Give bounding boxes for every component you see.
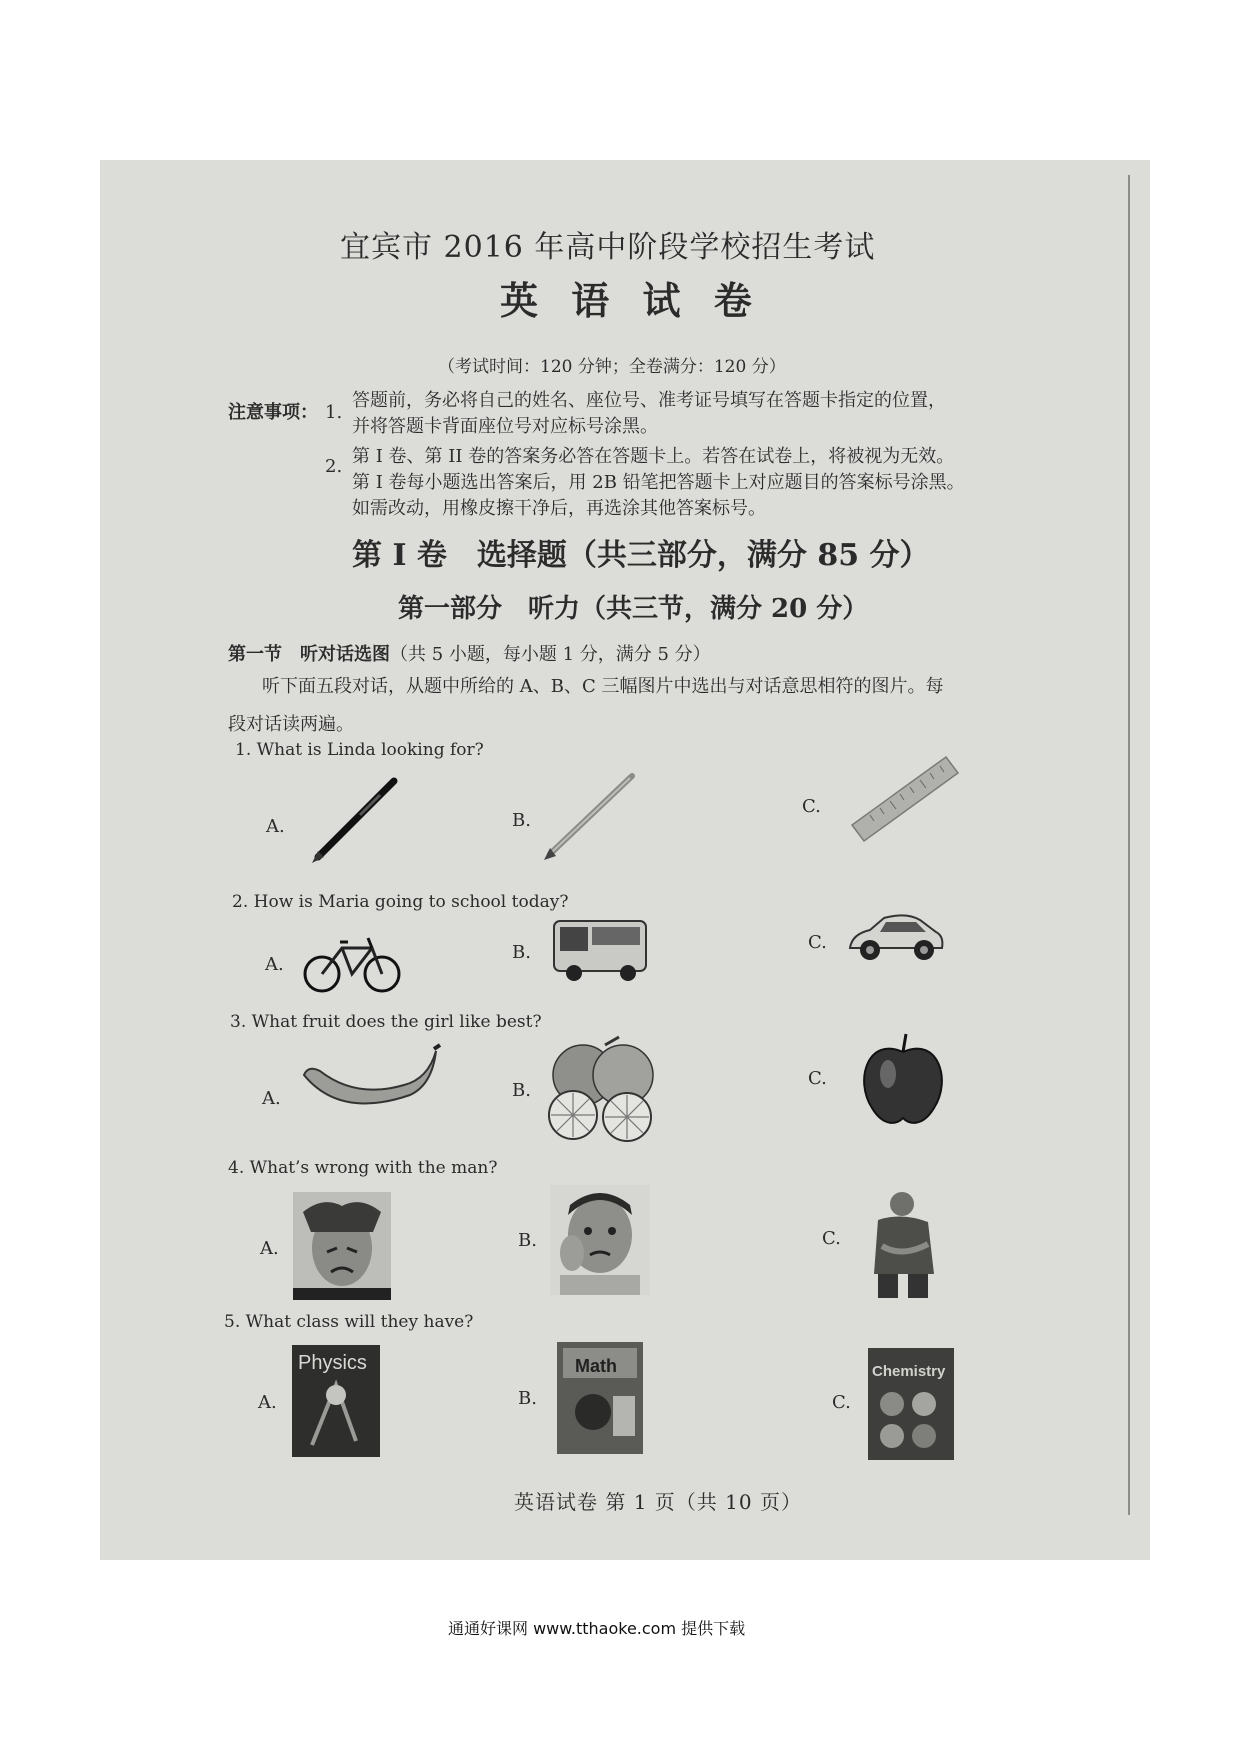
exam-title: 宜宾市 2016 年高中阶段学校招生考试 <box>340 230 876 265</box>
notes-item2-line1: 第 I 卷、第 II 卷的答案务必答在答题卡上。若答在试卷上，将被视为无效。 <box>352 446 955 467</box>
physics-book-icon <box>292 1345 380 1457</box>
oranges-icon <box>545 1035 660 1145</box>
bicycle-icon <box>302 930 402 995</box>
part-title: 第 I 卷 选择题（共三部分，满分 85 分） <box>352 538 930 573</box>
book-title: Chemistry <box>872 1363 946 1380</box>
question-1 <box>235 740 484 760</box>
question-number: 2. <box>232 892 249 912</box>
subject-title: 英 语 试 卷 <box>500 278 762 323</box>
download-note: 通通好课网 www.tthaoke.com 提供下载 <box>448 1619 746 1638</box>
option-label: C. <box>832 1392 851 1413</box>
option-label: A. <box>266 816 285 837</box>
option-label: C. <box>808 1068 827 1089</box>
question-number: 4. <box>228 1158 245 1178</box>
option-label: C. <box>808 932 827 953</box>
instruction-line2: 段对话读两遍。 <box>228 714 354 735</box>
subsection-title: 第一节 听对话选图 <box>228 644 390 665</box>
option-label: C. <box>822 1228 841 1249</box>
question-text: What class will they have? <box>245 1312 474 1332</box>
car-icon <box>846 908 946 968</box>
question-text: How is Maria going to school today? <box>253 892 569 912</box>
book-title: Math <box>575 1356 617 1376</box>
toothache-man-icon <box>550 1185 650 1295</box>
exam-info: （考试时间：120 分钟；全卷满分：120 分） <box>438 357 786 377</box>
notes-item2-line2: 第 I 卷每小题选出答案后，用 2B 铅笔把答题卡上对应题目的答案标号涂黑。 <box>352 472 965 493</box>
option-label: B. <box>512 1080 531 1101</box>
notes-item2-num: 2. <box>325 456 343 477</box>
notes-item1-num: 1. <box>325 402 343 423</box>
option-label: A. <box>258 1392 277 1413</box>
banana-icon <box>300 1045 440 1130</box>
instruction-line1: 听下面五段对话，从题中所给的 A、B、C 三幅图片中选出与对话意思相符的图片。每 <box>262 676 944 697</box>
paper-edge <box>1128 175 1130 1515</box>
stomachache-man-icon <box>858 1188 948 1300</box>
question-5 <box>224 1312 473 1332</box>
option-label: A. <box>260 1238 279 1259</box>
book-title: Physics <box>298 1352 367 1374</box>
notes-label: 注意事项： <box>228 402 318 423</box>
notes-item1-line1: 答题前，务必将自己的姓名、座位号、准考证号填写在答题卡指定的位置， <box>352 390 946 411</box>
question-number: 1. <box>235 740 252 760</box>
math-book-icon <box>557 1342 643 1454</box>
fountain-pen-icon <box>310 775 400 865</box>
option-label: B. <box>518 1230 537 1251</box>
notes-item2-line3: 如需改动，用橡皮擦干净后，再选涂其他答案标号。 <box>352 498 766 519</box>
option-label: A. <box>265 954 284 975</box>
question-number: 3. <box>230 1012 247 1032</box>
question-text: What is Linda looking for? <box>256 740 484 760</box>
bus-icon <box>550 915 650 985</box>
headache-man-icon <box>293 1192 391 1300</box>
question-text: What fruit does the girl like best? <box>251 1012 542 1032</box>
ruler-icon <box>850 755 960 845</box>
option-label: B. <box>518 1388 537 1409</box>
option-label: C. <box>802 796 821 817</box>
apple-icon <box>858 1030 948 1130</box>
section-title: 第一部分 听力（共三节，满分 20 分） <box>398 594 869 624</box>
question-3 <box>230 1012 542 1032</box>
subsection-heading <box>228 640 711 666</box>
pencil-icon <box>540 770 640 860</box>
chemistry-book-icon <box>868 1348 954 1460</box>
question-2 <box>232 892 568 912</box>
question-text: What’s wrong with the man? <box>249 1158 498 1178</box>
option-label: B. <box>512 942 531 963</box>
notes-item1-line2: 并将答题卡背面座位号对应标号涂黑。 <box>352 416 658 437</box>
page-footer: 英语试卷 第 1 页（共 10 页） <box>514 1490 802 1514</box>
question-number: 5. <box>224 1312 241 1332</box>
option-label: A. <box>262 1088 281 1109</box>
subsection-detail: （共 5 小题，每小题 1 分，满分 5 分） <box>390 644 711 665</box>
option-label: B. <box>512 810 531 831</box>
question-4 <box>228 1158 497 1178</box>
